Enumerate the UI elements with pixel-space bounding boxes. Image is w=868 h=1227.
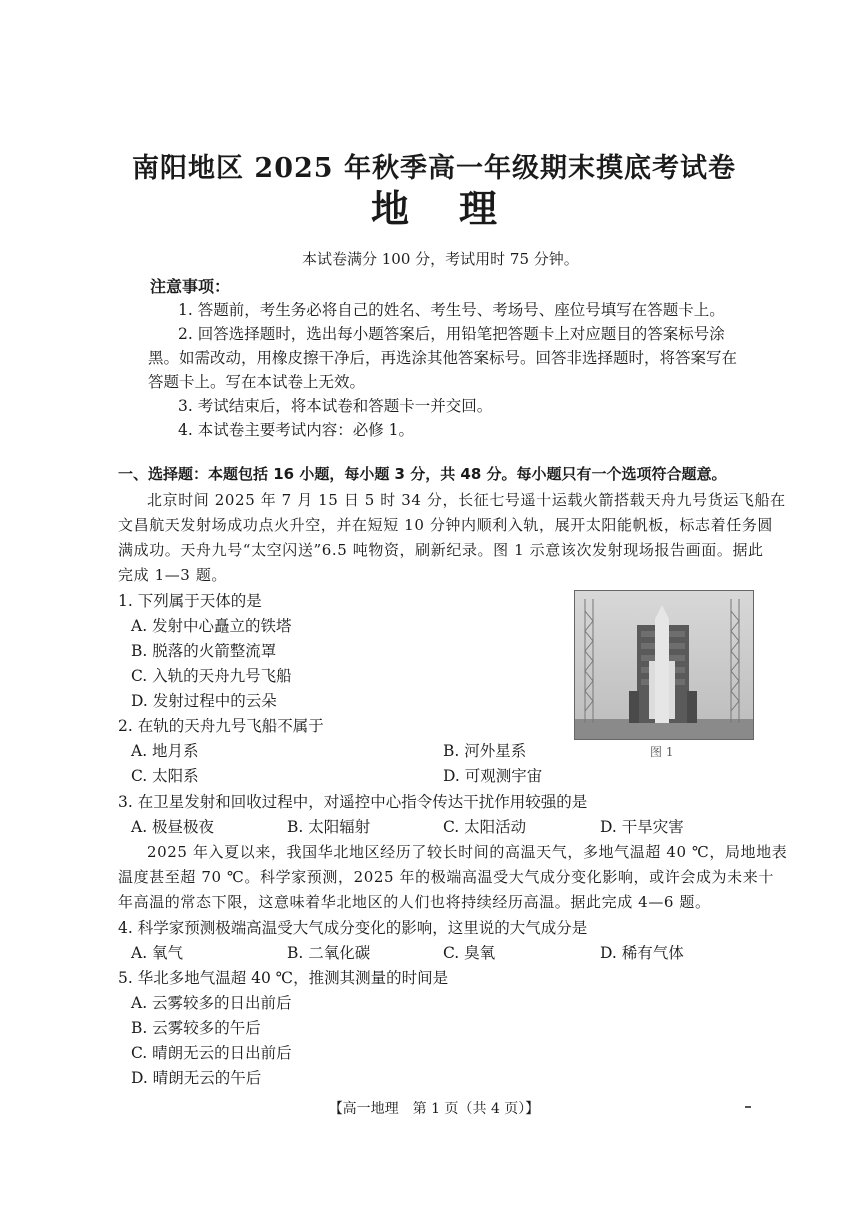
figure-caption: 图 1: [650, 745, 674, 759]
scan-mark: [745, 1106, 751, 1108]
passage-line: 年高温的常态下限，这意味着华北地区的人们也将持续经历高温。据此完成 4—6 题。: [118, 893, 711, 911]
notice-line: 1. 答题前，考生务必将自己的姓名、考生号、考场号、座位号填写在答题卡上。: [178, 301, 725, 319]
option: C. 臭氧: [443, 944, 496, 962]
option: A. 云雾较多的日出前后: [131, 994, 292, 1012]
option: A. 发射中心矗立的铁塔: [131, 617, 292, 635]
notice-line: 黑。如需改动，用橡皮擦干净后，再选涂其他答案标号。回答非选择题时，将答案写在: [148, 349, 738, 367]
option: B. 太阳辐射: [287, 818, 371, 836]
question-stem: 1. 下列属于天体的是: [118, 592, 262, 610]
option: D. 干旱灾害: [600, 818, 684, 836]
notice-line: 4. 本试卷主要考试内容：必修 1。: [178, 421, 415, 439]
passage-line: 北京时间 2025 年 7 月 15 日 5 时 34 分，长征七号遥十运载火箭搭载天舟九号货运飞船在: [147, 491, 786, 509]
notice-heading: 注意事项：: [150, 277, 231, 296]
page-footer: 【高一地理 第 1 页（共 4 页）】: [328, 1101, 540, 1117]
passage-line: 温度甚至超 70 ℃。科学家预测，2025 年的极端高温受大气成分变化影响，或许会成为未来十: [118, 868, 774, 886]
option: C. 入轨的天舟九号飞船: [131, 667, 292, 685]
option: D. 可观测宇宙: [443, 767, 543, 785]
option: B. 脱落的火箭整流罩: [131, 642, 277, 660]
launch-photo: [574, 590, 754, 740]
option: D. 稀有气体: [600, 944, 684, 962]
passage-line: 满成功。天舟九号“太空闪送”6.5 吨物资，刷新纪录。图 1 示意该次发射现场报告画面。据此: [118, 541, 764, 559]
notice-line: 答题卡上。写在本试卷上无效。: [148, 373, 366, 391]
exam-title: 南阳地区 2025 年秋季高一年级期末摸底考试卷: [132, 153, 736, 184]
question-stem: 4. 科学家预测极端高温受大气成分变化的影响，这里说的大气成分是: [118, 919, 588, 937]
option: C. 太阳活动: [443, 818, 527, 836]
question-stem: 2. 在轨的天舟九号飞船不属于: [118, 717, 324, 735]
passage-line: 2025 年入夏以来，我国华北地区经历了较长时间的高温天气，多地气温超 40 ℃，局地地表: [147, 843, 788, 861]
option: C. 晴朗无云的日出前后: [131, 1044, 292, 1062]
question-stem: 5. 华北多地气温超 40 ℃，推测其测量的时间是: [118, 969, 449, 987]
notice-line: 2. 回答选择题时，选出每小题答案后，用铅笔把答题卡上对应题目的答案标号涂: [178, 325, 725, 343]
option: A. 极昼极夜: [131, 818, 215, 836]
option: B. 河外星系: [443, 742, 527, 760]
passage-line: 完成 1—3 题。: [118, 566, 228, 584]
option: A. 地月系: [131, 742, 199, 760]
option: D. 晴朗无云的午后: [131, 1069, 262, 1087]
subject-title: 地理: [370, 186, 547, 231]
passage-line: 文昌航天发射场成功点火升空，并在短短 10 分钟内顺利入轨，展开太阳能帆板，标志着任务圆: [118, 516, 774, 534]
section-heading: 一、选择题：本题包括 16 小题，每小题 3 分，共 48 分。每小题只有一个选项符合题意。: [118, 465, 727, 483]
option: B. 二氧化碳: [287, 944, 371, 962]
question-stem: 3. 在卫星发射和回收过程中，对遥控中心指令传达干扰作用较强的是: [118, 793, 588, 811]
option: C. 太阳系: [131, 767, 199, 785]
option: D. 发射过程中的云朵: [131, 692, 277, 710]
notice-line: 3. 考试结束后，将本试卷和答题卡一并交回。: [178, 397, 493, 415]
option: A. 氧气: [131, 944, 184, 962]
score-line: 本试卷满分 100 分，考试用时 75 分钟。: [302, 250, 579, 268]
option: B. 云雾较多的午后: [131, 1019, 261, 1037]
